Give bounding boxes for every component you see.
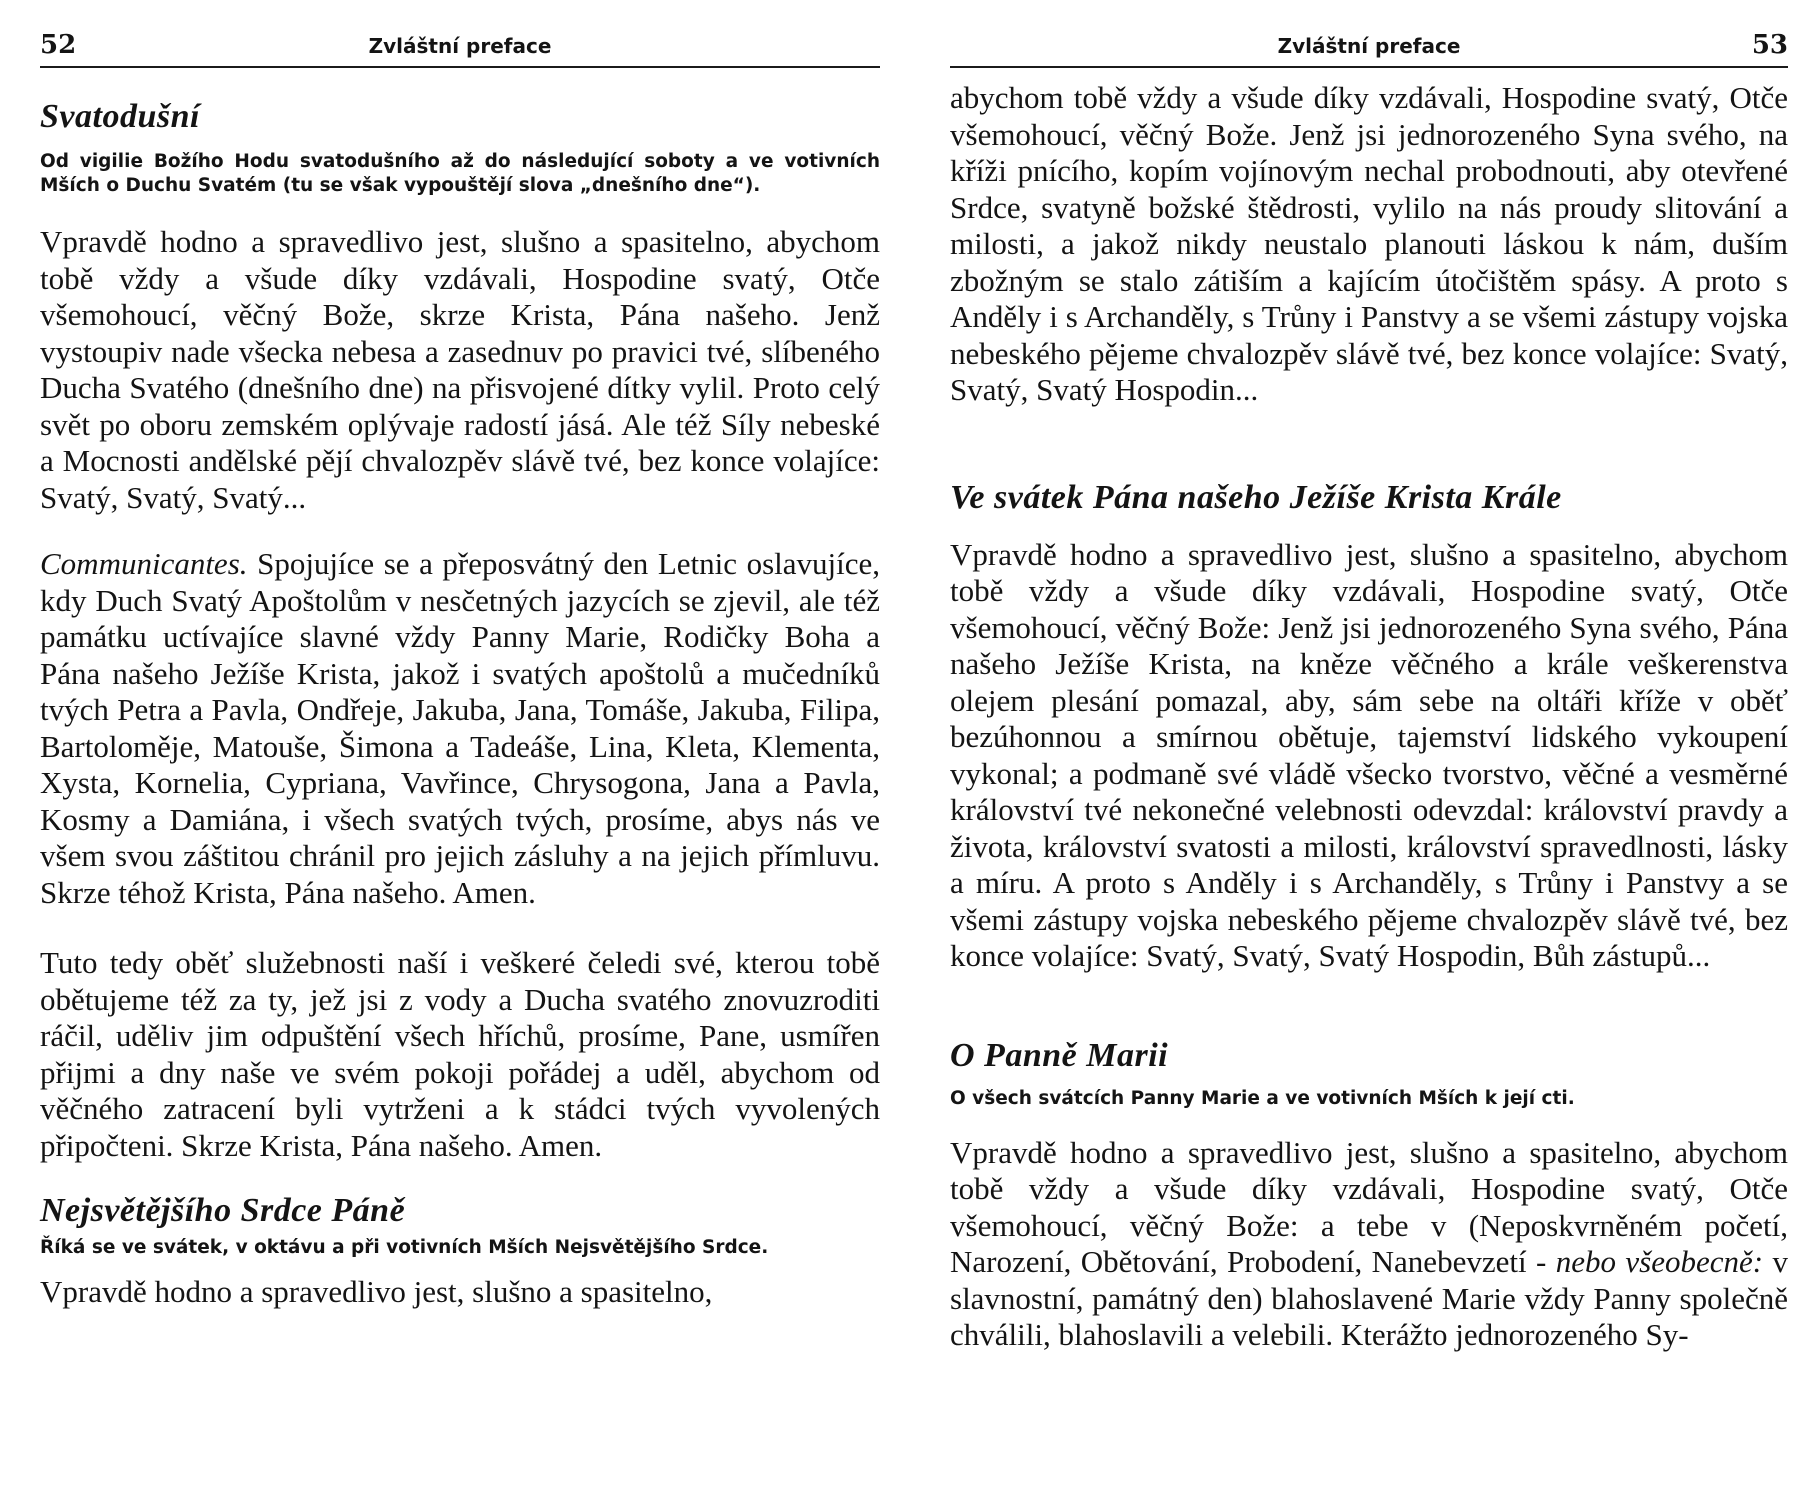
running-head-title: Zvláštní preface: [368, 34, 552, 58]
section-title-panne-marii: O Panně Marii: [950, 1036, 1169, 1074]
preface-paragraph-start: Vpravdě hodno a spravedlivo jest, slušno a spasitelno,: [40, 1274, 713, 1309]
paragraph-text-start: Vpravdě hodno a spravedlivo jest, slušno a spasitelno, abychom tobě vždy a všude díky vzdávali, Hospodine svatý, Otče všemohoucí, věčný Bože: a tebe v (Neposkvrněném početí, Narození, Obětování, Probodení, Nanebevzetí -: [950, 1134, 1788, 1279]
preface-paragraph: Vpravdě hodno a spravedlivo jest, slušno a spasitelno, abychom tobě vždy a všude díky vzdávali, Hospodine svatý, Otče všemohoucí, věčný Bože: Jenž jsi jednorozeného Syna svého, Pána našeho Ježíše Krista, na kněze věčného a krále veškerenstva olejem plesání pomazal, aby, sám sebe na oltáři kříže v oběť bezúhonnou a smírnou obětuje, tajemství lidského vykoupení vykonal; a podmaně své vládě všecko tvorstvo, věčné a vesměrné království tvé nekonečné velebnosti odevzdal: království pravdy a života, království svatosti a milosti, království spravedlnosti, lásky a míru. A proto s Anděly i s Archanděly, s Trůny i Panstvy a se všemi zástupy vojska nebeského pějeme chvalozpěv slávě tvé, bez konce volajíce: Svatý, Svatý, Svatý Hospodin, Bůh zástupů...: [950, 536, 1788, 973]
paragraph-text-end: v slavnostní, památný den) blahoslavené Marie vždy Panny společně chválili, blahoslavili a velebili. Kterážto jednorozeného Sy-: [950, 1244, 1789, 1352]
preface-paragraph: [950, 1135, 1788, 1354]
running-head: [950, 22, 1788, 68]
communicantes-paragraph: [40, 546, 880, 911]
preface-paragraph: Vpravdě hodno a spravedlivo jest, slušno a spasitelno, abychom tobě vždy a všude díky vzdávali, Hospodine svatý, Otče všemohoucí, věčný Bože, skrze Krista, Pána našeho. Jenž vystoupiv nade všecka nebesa a zasednuv po pravici tvé, slíbeného Ducha Svatého (dnešního dne) na přisvojené dítky vylil. Proto celý svět po oboru zemském oplývaje radostí jásá. Ale též Síly nebeské a Mocnosti andělské pějí chvalozpěv slávě tvé, bez konce volajíce: Svatý, Svatý, Svatý...: [40, 224, 880, 515]
rubric-srdce-pane: Říká se ve svátek, v oktávu a při votivních Mších Nejsvětějšího Srdce.: [40, 1237, 769, 1258]
rubric-svatodusni: Od vigilie Božího Hodu svatodušního až do následující soboty a ve votivních Mších o Duchu Svatém (tu se však vypouštějí slova „dnešního dne“).: [40, 151, 880, 196]
section-title-srdce-pane: Nejsvětějšího Srdce Páně: [40, 1192, 406, 1229]
communicantes-label: Communicantes.: [40, 546, 248, 581]
section-title-krista-krale: Ve svátek Pána našeho Ježíše Krista Krále: [950, 478, 1562, 516]
hanc-igitur-paragraph: Tuto tedy oběť služebnosti naší i veškeré čeledi své, kterou tobě obětujeme též za ty, jež jsi z vody a Ducha svatého znovuzroditi ráčil, uděliv jim odpuštění všech hříchů, prosíme, Pane, usmířen přijmi a dny naše ve svém pokoji pořádej a uděl, abychom od věčného zatracení byli vytrženi a k stádci tvých vyvolených připočteni. Skrze Krista, Pána našeho. Amen.: [40, 945, 880, 1163]
rubric-panne-marii: O všech svátcích Panny Marie a ve votivních Mších k její cti.: [950, 1087, 1575, 1109]
preface-paragraph-continued: abychom tobě vždy a všude díky vzdávali, Hospodine svatý, Otče všemohoucí, věčný Bože. Jenž jsi jednorozeného Syna svého, na kříži pnícího, kopím vojínovým nechal probodnouti, aby otevřené Srdce, svatyně božské štědrosti, vylilo na nás proudy slitování a milosti, a jakož nikdy neustalo planouti láskou k nám, duším zbožným se stalo zátiším a kajícím útočištěm spásy. A proto s Anděly i s Archanděly, s Trůny i Panstvy a se všemi zástupy vojska nebeského pějeme chvalozpěv slávě tvé, bez konce volajíce: Svatý, Svatý, Svatý Hospodin...: [950, 80, 1788, 407]
running-head-title: Zvláštní preface: [1277, 34, 1461, 58]
communicantes-text: Spojujíce se a přeposvátný den Letnic oslavujíce, kdy Duch Svatý Apoštolům v nesčetných jazycích se zjevil, ale též památku uctívajíce slavné vždy Panny Marie, Rodičky Boha a Pána našeho Ježíše Krista, jakož i svatých apoštolů a mučedníků tvých Petra a Pavla, Ondřeje, Jakuba, Jana, Tomáše, Jakuba, Filipa, Bartoloměje, Matouše, Šimona a Tadeáše, Lina, Kleta, Klementa, Xysta, Kornelia, Cypriana, Vavřince, Chrysogona, Jana a Pavla, Kosmy a Damiána, i všech svatých tvých, prosíme, abys nás ve všem svou záštitou chránil pro jejich zásluhy a na jejich přímluvu. Skrze téhož Krista, Pána našeho. Amen.: [40, 546, 880, 910]
section-title-svatodusni: Svatodušní: [40, 98, 200, 135]
paragraph-italic-note: nebo všeobecně:: [1555, 1244, 1764, 1279]
left-page: [40, 0, 880, 1311]
running-head: [40, 22, 880, 68]
page-number: 53: [1751, 30, 1788, 60]
page-number: 52: [40, 30, 77, 60]
right-page: [950, 0, 1788, 1354]
